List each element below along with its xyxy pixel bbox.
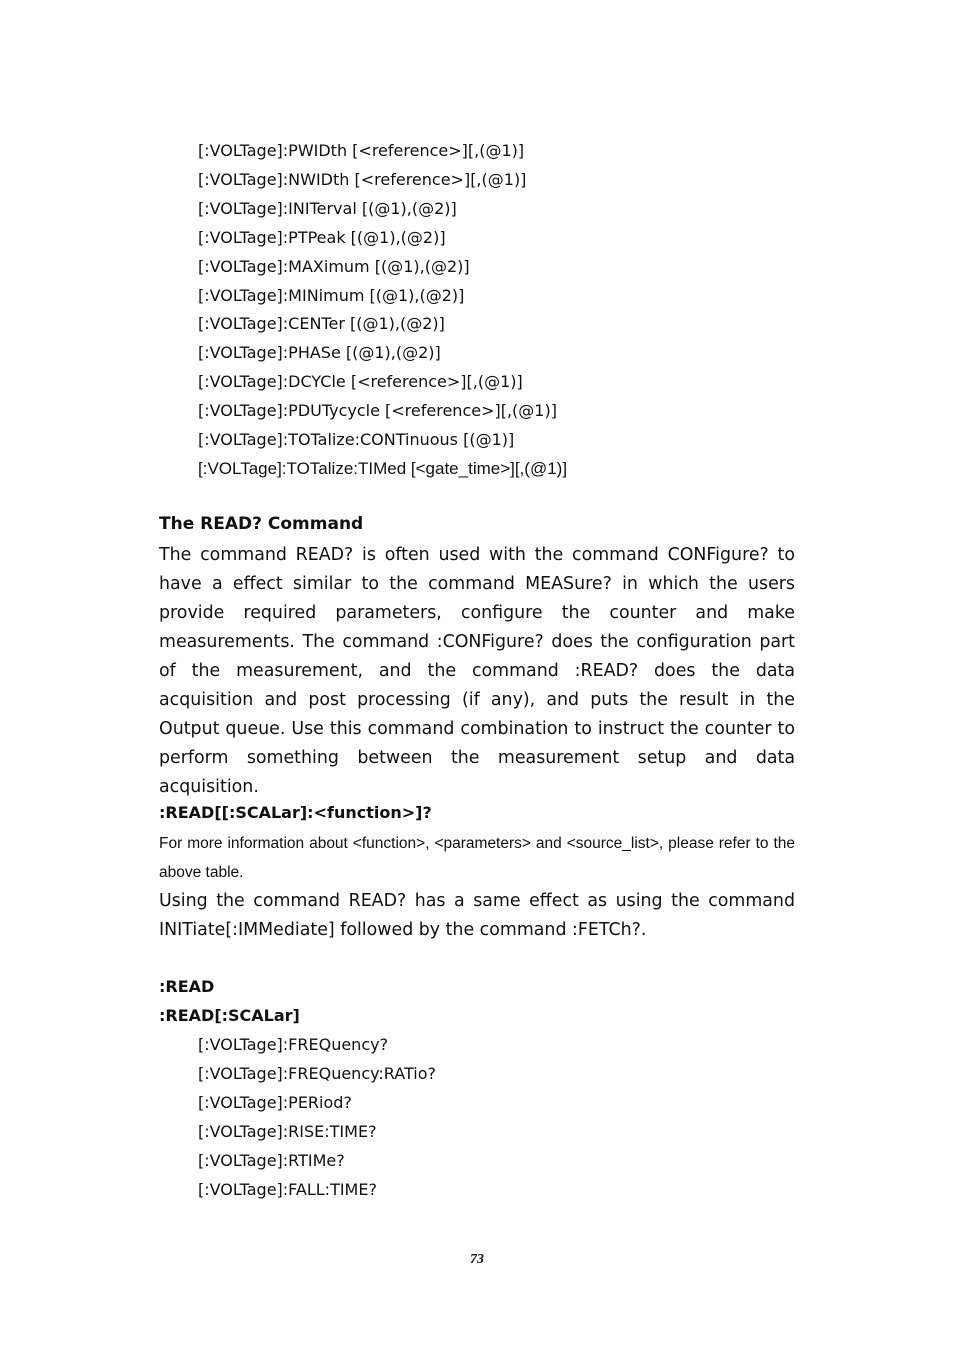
- command-item: [:VOLTage]:CENTer [(@1),(@2)]: [198, 314, 445, 334]
- read-function-note: For more information about <function>, <parameters> and <source_list>, please refer to the above table.: [159, 835, 795, 881]
- page-number: 73: [470, 1252, 484, 1267]
- read-function-paragraph: Using the command READ? has a same effect as using the command INITiate[:IMMediate] followed by the command :FETCh?.: [159, 891, 795, 940]
- read-function-heading: :READ[[:SCALar]:<function>]?: [159, 803, 432, 822]
- command-item: [:VOLTage]:FREQuency?: [198, 1035, 389, 1054]
- read-command-paragraph: The command READ? is often used with the command CONFigure? to have a effect similar to the command MEASure? in which the users provide required parameters, configure the counter and make measurements. The command :CONFigure? does the configuration part of the measurement, and the command :READ? does the data acquisition and post processing (if any), and puts the result in the Output queue. Use this command combination to instruct the counter to perform something between the measurement setup and data acquisition.: [159, 545, 795, 797]
- command-item: [:VOLTage]:PERiod?: [198, 1092, 352, 1112]
- read-command-description: [159, 541, 795, 802]
- command-item: [:VOLTage]:FALL:TIME?: [198, 1179, 377, 1199]
- read-scalar-command-list: [198, 1031, 436, 1204]
- read-heading: :READ: [159, 977, 215, 996]
- read-scalar-heading: :READ[:SCALar]: [159, 1006, 300, 1025]
- command-item: [:VOLTage]:MINimum [(@1),(@2)]: [198, 285, 465, 305]
- command-item: [:VOLTage]:RISE:TIME?: [198, 1121, 377, 1141]
- command-item: [:VOLTage]:PWIDth [<reference>][,(@1)]: [198, 141, 525, 160]
- command-item: [:VOLTage]:MAXimum [(@1),(@2)]: [198, 256, 470, 276]
- command-item: [:VOLTage]:TOTalize:TIMed [<gate_time>][,(@1)]: [198, 458, 568, 478]
- command-item: [:VOLTage]:PHASe [(@1),(@2)]: [198, 343, 441, 363]
- command-item: [:VOLTage]:NWIDth [<reference>][,(@1)]: [198, 169, 527, 189]
- command-item: [:VOLTage]:FREQuency:RATio?: [198, 1063, 436, 1083]
- command-item: [:VOLTage]:RTIMe?: [198, 1150, 345, 1170]
- top-command-list: [198, 137, 567, 484]
- command-item: [:VOLTage]:DCYCle [<reference>][,(@1)]: [198, 372, 523, 392]
- read-function-note-block: [159, 829, 795, 887]
- command-item: [:VOLTage]:PDUTycycle [<reference>][,(@1)]: [198, 401, 557, 421]
- read-command-heading: The READ? Command: [159, 514, 364, 534]
- command-item: [:VOLTage]:TOTalize:CONTinuous [(@1)]: [198, 430, 515, 450]
- command-item: [:VOLTage]:INITerval [(@1),(@2)]: [198, 198, 457, 218]
- command-item: [:VOLTage]:PTPeak [(@1),(@2)]: [198, 227, 446, 247]
- read-function-description: [159, 887, 795, 945]
